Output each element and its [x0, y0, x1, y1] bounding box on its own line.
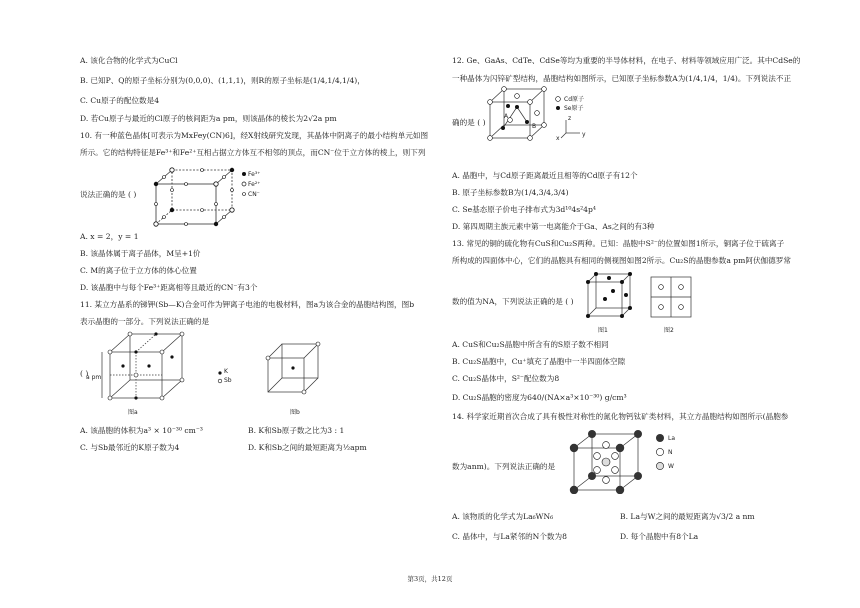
- q11-fig-b-caption: 图b: [290, 409, 300, 416]
- q13-fig1-caption: 图1: [598, 327, 608, 334]
- q11-legend-sb: Sb: [224, 377, 232, 384]
- q14-option-d: D. 每个晶胞中有8个La: [620, 532, 699, 541]
- q11-legend-k: K: [224, 368, 228, 375]
- q11-stem-line2: 表示晶胞的一部分。下列说法正确的是: [80, 317, 210, 326]
- q14-legend-w: W: [668, 463, 674, 470]
- q13-option-a: A. CuS和Cu₂S晶胞中所含有的S原子数不相同: [452, 340, 609, 349]
- q12-legend-cd: Cd原子: [564, 96, 584, 103]
- q11-option-d: D. K和Sb之间的最短距离为½apm: [248, 443, 367, 452]
- q10-option-a: A. x = 2，y = 1: [80, 232, 139, 241]
- q13-stem-line2: 所构成的四面体中心，它们的晶胞具有相同的侧视图如图2所示。Cu₂S的晶胞参数a pm阿伏伽德罗常: [452, 256, 791, 265]
- q13-option-b: B. Cu₂S晶胞中，Cu⁺填充了晶胞中一半四面体空隙: [452, 357, 626, 366]
- q12-axis-z: z: [568, 115, 572, 122]
- q11-figure-b: [264, 340, 324, 396]
- q14-option-a: A. 该物质的化学式为La₆WN₆: [452, 512, 554, 521]
- q12-legend-se: Se原子: [564, 105, 584, 112]
- q14-option-c: C. 晶体中，与La紧邻的N个数为8: [452, 532, 567, 541]
- q13-stem-line3: 数的值为NA，下列说法正确的是 ( ): [452, 297, 574, 306]
- q11-figure-a: [96, 330, 204, 410]
- q11-fig-a-caption: 图a: [128, 409, 138, 416]
- q14-crystal-figure: [568, 430, 646, 494]
- q11-option-c: C. 与Sb最邻近的K原子数为4: [80, 443, 180, 452]
- q12-axis-y: y: [582, 131, 586, 138]
- q12-option-c: C. Se基态原子价电子排布式为3d¹⁰4s²4p⁴: [452, 205, 596, 214]
- q12-legend-marks: [553, 95, 563, 113]
- q11-legend-marks: [216, 370, 224, 386]
- q10-option-c: C. M的离子位于立方体的体心位置: [80, 266, 197, 275]
- q9-option-d: D. 若Cu原子与最近的Cl原子的核间距为a pm，则该晶体的棱长为2√2a pm: [80, 114, 337, 123]
- q10-legend-fe3: Fe³⁺: [248, 171, 261, 178]
- q12-crystal-figure: [486, 86, 548, 142]
- q10-legend-fe2: Fe²⁺: [248, 181, 261, 188]
- q14-option-b: B. La与W之间的最短距离为√3/2 a nm: [620, 512, 755, 521]
- q14-legend-la: La: [668, 435, 676, 442]
- q13-figure-1: [584, 270, 634, 322]
- q12-option-d: D. 第四周期主族元素中第一电离能介于Ga、As之间的有3种: [452, 222, 655, 231]
- q13-figure-2: [648, 274, 694, 320]
- q12-stem-line3: 确的是 ( ): [452, 118, 486, 127]
- q12-stem-line2: 一种晶体为闪锌矿型结构，晶胞结构如图所示，已知原子坐标参数A为(1/4,1/4，1/4)。下列说法不正: [452, 74, 792, 83]
- q14-legend-n: N: [668, 449, 673, 456]
- q9-option-b: B. 已知P、Q的原子坐标分别为(0,0,0)、(1,1,1)，则R的原子坐标是(1/4,1/4,1/4)，: [80, 76, 365, 85]
- q12-option-a: A. 晶胞中，与Cd原子距离最近且相等的Cd原子有12个: [452, 171, 638, 180]
- q10-stem-line3: 说法正确的是 ( ): [80, 190, 137, 199]
- q14-legend-marks: [654, 432, 666, 474]
- q10-option-d: D. 该晶胞中与每个Fe³⁺距离相等且最近的CN⁻有3个: [80, 283, 258, 292]
- q11-option-b: B. K和Sb原子数之比为3 : 1: [248, 426, 345, 435]
- q11-fig-a-dimension: a pm: [86, 374, 102, 381]
- q13-option-c: C. Cu₂S晶体中，S²⁻配位数为8: [452, 374, 560, 383]
- q10-stem-line2: 所示。它的结构特征是Fe³⁺和Fe²⁺互相占据立方体互不相邻的顶点，而CN⁻位于立方体的棱上，则下列: [80, 148, 426, 157]
- q11-paren: ( ): [80, 369, 89, 378]
- q10-legend-cn: CN⁻: [248, 191, 260, 198]
- q12-axis-x: x: [556, 135, 560, 142]
- q13-option-d: D. Cu₂S晶胞的密度为640/(NA×a³×10⁻³⁰) g/cm³: [452, 393, 627, 402]
- q10-stem-line1: 10. 有一种蓝色晶体[可表示为MxFey(CN)6]，经X射线研究发现，其晶体中阴离子的最小结构单元如图: [80, 131, 429, 140]
- q13-fig2-caption: 图2: [664, 327, 674, 334]
- q10-option-b: B. 该晶体属于离子晶体，M呈+1价: [80, 249, 201, 258]
- q11-option-a: A. 该晶胞的体积为a³ × 10⁻³⁰ cm⁻³: [80, 426, 203, 435]
- q14-stem-line1: 14. 科学家近期首次合成了具有极性对称性的氮化物钙钛矿类材料，其立方晶胞结构如图所示(晶胞参: [452, 412, 789, 421]
- q13-stem-line1: 13. 常见的铜的硫化物有CuS和Cu₂S两种。已知：晶胞中S²⁻的位置如图1所示，铜离子位于硫离子: [452, 239, 785, 248]
- q12-point-b: B: [532, 123, 537, 130]
- q9-option-a: A. 该化合物的化学式为CuCl: [80, 56, 178, 65]
- q9-option-c: C. Cu原子的配位数是4: [80, 96, 160, 105]
- q12-stem-line1: 12. Ge、GaAs、CdTe、CdSe等均为重要的半导体材料，在电子、材料等领域应用广泛。其中CdSe的: [452, 56, 801, 65]
- q11-stem-line1: 11. 某立方晶系的锑钾(Sb—K)合金可作为钾离子电池的电极材料，图a为该合金的晶胞结构图，图b: [80, 300, 415, 309]
- q14-stem-line2: 数为anm)。下列说法正确的是: [452, 462, 556, 471]
- page-footer: 第3页，共12页: [407, 575, 453, 583]
- q12-option-b: B. 原子坐标参数B为(1/4,3/4,3/4): [452, 188, 569, 197]
- q12-point-a: A: [504, 113, 509, 120]
